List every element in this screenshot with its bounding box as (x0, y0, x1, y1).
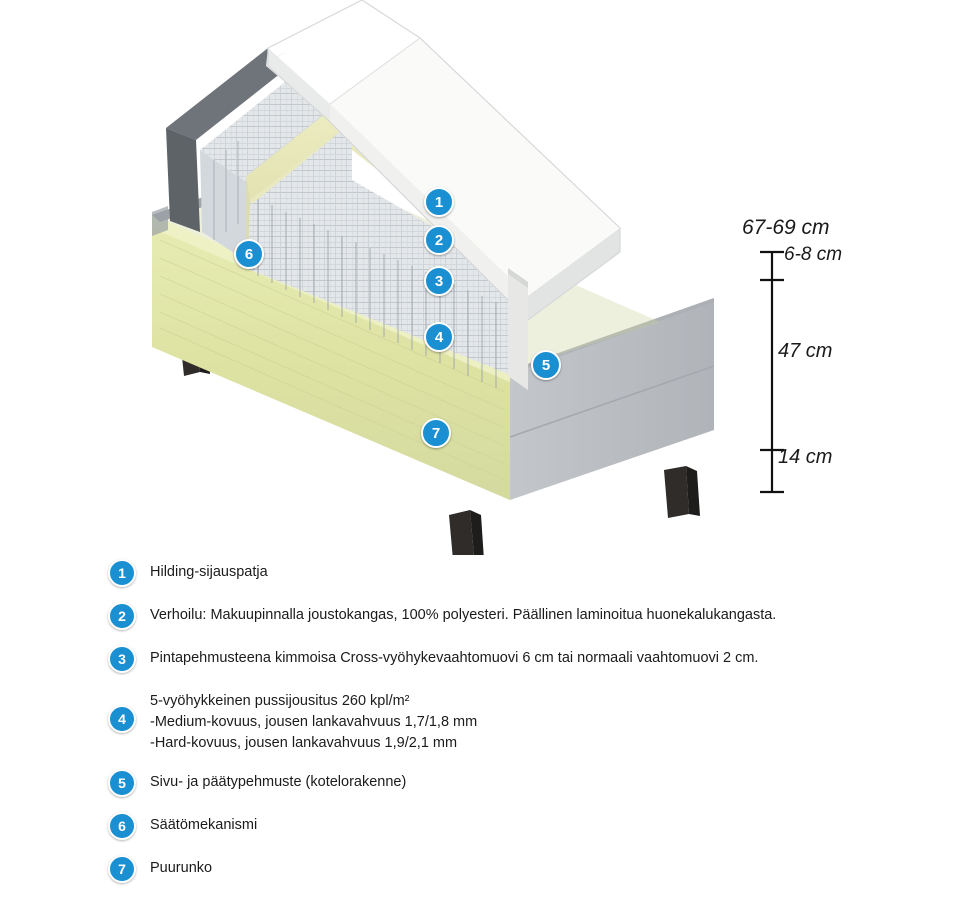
legend-bubble-5: 5 (108, 769, 136, 797)
legend-item-7 (108, 854, 948, 883)
legend-item-6 (108, 811, 948, 840)
legend-text-6 (150, 811, 257, 836)
legend-line: Sivu- ja päätypehmuste (kotelorakenne) (150, 774, 407, 791)
legend-line: Verhoilu: Makuupinnalla joustokangas, 100% polyesteri. Päällinen laminoitua huonekalukangasta. (150, 607, 777, 623)
legend-bubble-2: 2 (108, 602, 136, 630)
callout-6[interactable]: 6 (234, 239, 264, 269)
legend-line: -Medium-kovuus, jousen lankavahvuus 1,7/1,8 mm (150, 714, 478, 731)
dimension-mattress: 47 cm (778, 340, 833, 362)
legend-item-2 (108, 601, 948, 630)
legend-item-3 (108, 644, 948, 673)
legend-text-7 (150, 854, 212, 879)
legend-line: Puurunko (150, 860, 213, 877)
legend-bubble-3: 3 (108, 645, 136, 673)
legend-bubble-6: 6 (108, 812, 136, 840)
legend-line: -Hard-kovuus, jousen lankavahvuus 1,9/2,1 mm (150, 735, 458, 752)
dimension-topper: 6-8 cm (784, 244, 843, 265)
legend-item-1 (108, 558, 948, 587)
legend-text-2 (150, 601, 776, 626)
legend-text-1 (150, 558, 268, 583)
callout-2[interactable]: 2 (424, 225, 454, 255)
legend-line: 5-vyöhykkeinen pussijousitus 260 kpl/m² (150, 693, 410, 709)
callout-3[interactable]: 3 (424, 266, 454, 296)
legend-bubble-4: 4 (108, 705, 136, 733)
legend-text-4 (150, 687, 477, 754)
callout-1[interactable]: 1 (424, 187, 454, 217)
legend-item-4 (108, 687, 948, 754)
dimension-total-height: 67-69 cm (742, 216, 830, 239)
legend-item-5 (108, 768, 948, 797)
legend-line: Hilding-sijauspatja (150, 564, 268, 580)
legend-line: Pintapehmusteena kimmoisa Cross-vyöhykevaahtomuovi 6 cm tai normaali vaahtomuovi 2 cm. (150, 650, 759, 666)
callout-4[interactable]: 4 (424, 322, 454, 352)
legend-bubble-1: 1 (108, 559, 136, 587)
callout-7[interactable]: 7 (421, 418, 451, 448)
dimension-base-legs: 14 cm (778, 446, 833, 468)
legend-bubble-7: 7 (108, 855, 136, 883)
side-padding-panel (508, 268, 528, 390)
legend-text-3 (150, 644, 758, 669)
legend-line: Säätömekanismi (150, 817, 258, 834)
callout-5[interactable]: 5 (531, 350, 561, 380)
legend-list (108, 558, 948, 897)
legend-text-5 (150, 768, 406, 793)
